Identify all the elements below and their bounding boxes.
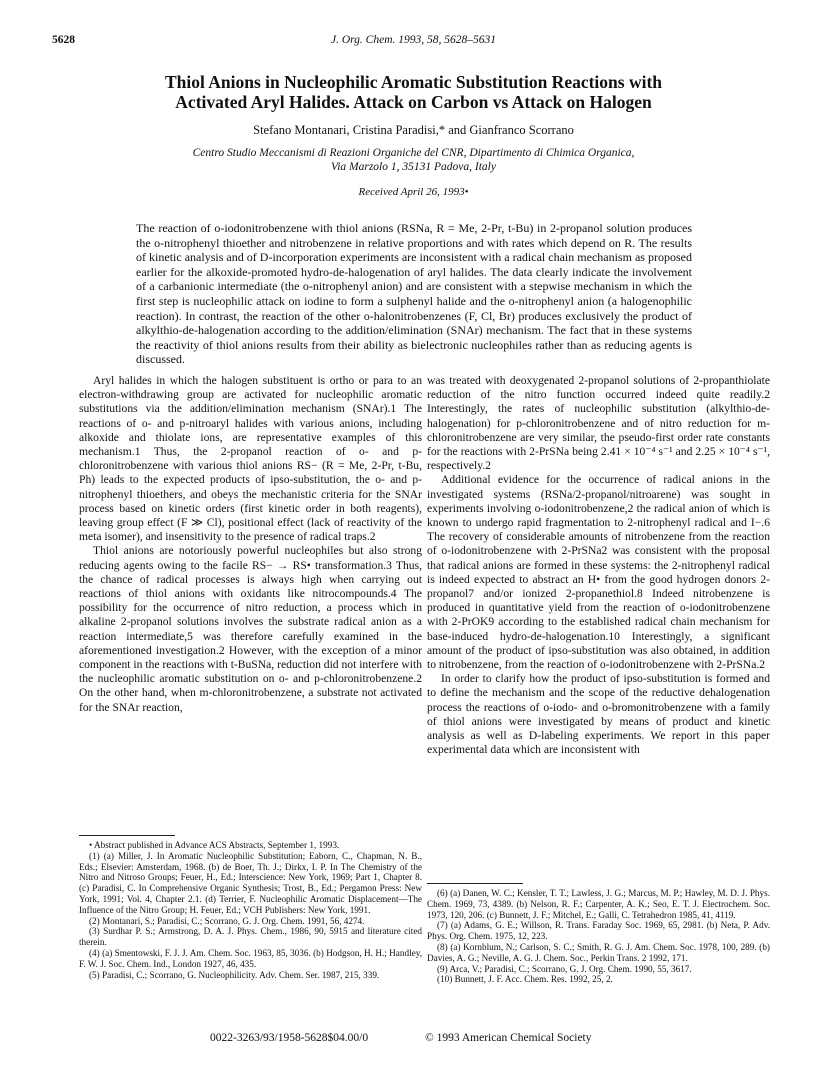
- body-paragraph: Thiol anions are notoriously powerful nucleophiles but also strong reducing agents owing to the facile RS− → RS• transformation.3 Thus, the chance of radical processes is always high when carrying out reactions of thiol anions with oxidants like nitrocompounds.4 The possibility for the occurrence of nitro reduction, a process which in alkaline 2-propanol solutions involves the substrate radical anion as a reaction intermediate,5 was therefore carefully examined in the aforementioned investigation.2 However, with the exception of a minor component in the reactions with t-BuSNa, reduction did not interfere with the nucleophilic aromatic substitution on o- and p-chloronitrobenzene.2 On the other hand, when m-chloronitrobenzene, a substrate not activated for the SNAr reaction,: [79, 544, 422, 714]
- footnote: (3) Surdhar P. S.; Armstrong, D. A. J. Phys. Chem., 1986, 90, 5915 and literature cited therein.: [79, 926, 422, 948]
- body-paragraph: In order to clarify how the product of ipso-substitution is formed and to define the mechanism and the scope of the reductive dehalogenation process the reactions of o-iodo- and o-bromonitrobenzene with a family of thiol anions were investigated by means of product and kinetic analysis as well as D-labeling experiments. We report in this paper experimental data which are inconsistent with: [427, 672, 770, 757]
- body-paragraph: Additional evidence for the occurrence of radical anions in the investigated systems (RSNa/2-propanol/nitroarene) was sought in experiments involving o-iodonitrobenzene,2 the radical anion of which is known to undergo rapid fragmentation to 2-nitrophenyl radical and I−.6 The recovery of considerable amounts of nitrobenzene from the reaction of o-iodonitrobenzene with 2-PrSNa2 was consistent with the proposal that radical anions are formed in these systems: the 2-nitrophenyl radical is indeed expected to abstract an H• from the good hydrogen donors 2-propanol7 and/or ionized 2-propanethiol.8 Indeed nitrobenzene is produced in quantitative yield from the reaction of o-iodonitrobenzene with 2-PrOK9 according to the established radical chain mechanism for base-induced hydro-de-halogenation.10 Interestingly, a significant amount of the product of ipso-substitution was also obtained, in addition to nitrobenzene, from the reaction of o-iodonitrobenzene with 2-PrSNa.2: [427, 473, 770, 672]
- body-paragraph: Aryl halides in which the halogen substituent is ortho or para to an electron-withdrawing group are activated for nucleophilic aromatic substitutions via the addition/elimination mechanism (SNAr).1 The reactions of o- and p-nitroaryl halides with various anions, including alkoxide and thiolate ions, are representative examples of this mechanism.1 Thus, the 2-propanol reaction of o- and p-chloronitrobenzene with various thiol anions RS− (R = Me, 2-Pr, t-Bu, Ph) leads to the expected products of ipso-substitution, the o- and p-nitrophenyl thioethers, and obeys the mechanistic criteria for the SNAr process based on kinetic orders (first kinetic order in both reagents), leaving group effect (F ≫ Cl), positional effect (lack of reactivity of the meta isomer), and insensitivity to the presence of radical traps.2: [79, 374, 422, 544]
- body-column-right: [427, 374, 770, 757]
- running-header: [52, 34, 775, 50]
- footnote-divider: [427, 883, 523, 884]
- affiliation: [60, 146, 767, 174]
- footnotes-right: [427, 888, 770, 985]
- footnote: (10) Bunnett, J. F. Acc. Chem. Res. 1992, 25, 2.: [437, 974, 613, 985]
- body-column-left: [79, 374, 422, 715]
- footnote: (1) (a) Miller, J. In Aromatic Nucleophilic Substitution; Eaborn, C., Chapman, N. B., Eds.; Elsevier: Amsterdam, 1968. (b) de Boer, Th. J.; Dirkx, I. P. In The Chemistry of the Nitro and Nitroso Groups; Feuer, H., Ed.; Interscience: New York, 1969; Part 1, Chapter 8. (c) Paradisi, C. In Comprehensive Organic Synthesis; Trost, B., Ed.; Pergamon Press: New York, 1991; Vol. 4, Chapter 2.1. (d) Terrier, F. Nucleophilic Aromatic Displacement—The Influence of the Nitro Group; H. Feuer, Ed.; VCH Publishers: New York, 1991.: [79, 850, 422, 915]
- body-paragraph: was treated with deoxygenated 2-propanol solutions of 2-propanthiolate reduction of the nitro function occurred indeed quite readily.2 Interestingly, the rates of nucleophilic substitution (alkylthio-de-halogenation) for p-chloronitrobenzene and of nitro reduction for m-chloronitrobenzene are very similar, the pseudo-first order rate constants for the reactions with 2-PrSNa being 2.41 × 10⁻⁴ s⁻¹ and 2.25 × 10⁻⁴ s⁻¹, respectively.2: [427, 374, 770, 473]
- page-number: 5628: [52, 34, 75, 46]
- title-line-2: Activated Aryl Halides. Attack on Carbon vs Attack on Halogen: [175, 92, 652, 112]
- footnote: (4) (a) Smentowski, F. J. J. Am. Chem. Soc. 1963, 85, 3036. (b) Hodgson, H. H.; Handley, F. W. J. Soc. Chem. Ind., London 1927, 46, 435.: [79, 947, 422, 969]
- footnote: (5) Paradisi, C.; Scorrano, G. Nucleophilicity. Adv. Chem. Ser. 1987, 215, 339.: [89, 969, 380, 980]
- footnote: (6) (a) Danen, W. C.; Kensler, T. T.; Lawless, J. G.; Marcus, M. P.; Hawley, M. D. J. Phys. Chem. 1969, 73, 4389. (b) Nelson, R. F.; Carpenter, A. K.; Seo, E. T. J. Electrochem. Soc. 1973, 120, 206. (c) Bunnett, J. F.; Mitchel, E.; Galli, C. Tetrahedron 1985, 41, 4119.: [427, 888, 770, 920]
- journal-reference: J. Org. Chem. 1993, 58, 5628–5631: [330, 34, 497, 46]
- footnote: (2) Montanari, S.; Paradisi, C.; Scorrano, G. J. Org. Chem. 1991, 56, 4274.: [89, 915, 365, 926]
- title-line-1: Thiol Anions in Nucleophilic Aromatic Substitution Reactions with: [164, 72, 663, 92]
- affiliation-line-1: Centro Studio Meccanismi di Reazioni Organiche del CNR, Dipartimento di Chimica Organica,: [192, 147, 635, 159]
- footnote: • Abstract published in Advance ACS Abstracts, September 1, 1993.: [89, 840, 340, 850]
- footnotes-left: [79, 840, 422, 980]
- abstract: The reaction of o-iodonitrobenzene with thiol anions (RSNa, R = Me, 2-Pr, t-Bu) in 2-propanol solution produces the o-nitrophenyl thioether and nitrobenzene in relative proportions and with rates which depend on R. The results of kinetic analysis and of D-incorporation experiments are inconsistent with a radical chain mechanism as proposed earlier for the alkoxide-promoted hydro-de-halogenation of aryl halides. The data clearly indicate the involvement of a carbanionic intermediate (the o-nitrophenyl anion) and are consistent with a stepwise mechanism in which the first step is nucleophilic attack on iodine to form a sulphenyl halide and the o-nitrophenyl anion (a halogenophilic reaction). In contrast, the reaction of the other o-halonitrobenzenes (F, Cl, Br) produces exclusively the product of alkylthio-de-halogenation according to the addition/elimination (SNAr) mechanism. The fact that in these systems the reactivity of thiol anions results from their ability as bielectronic nucleophiles rather than as reducing agents is discussed.: [136, 221, 692, 367]
- article-title: [70, 72, 757, 112]
- footnote-divider: [79, 835, 175, 836]
- footnote: (8) (a) Kornblum, N.; Carlson, S. C.; Smith, R. G. J. Am. Chem. Soc. 1978, 100, 289. (b) Davies, A. G.; Neville, A. G. J. Chem. Soc., Perkin Trans. 2 1992, 171.: [427, 941, 770, 963]
- article-code: 0022-3263/93/1958-5628$04.00/0: [210, 1032, 369, 1044]
- copyright-notice: © 1993 American Chemical Society: [425, 1032, 592, 1044]
- affiliation-line-2: Via Marzolo 1, 35131 Padova, Italy: [331, 161, 496, 173]
- author-list: Stefano Montanari, Cristina Paradisi,* and Gianfranco Scorrano: [253, 123, 574, 137]
- received-date: Received April 26, 1993•: [358, 186, 469, 198]
- footnote: (9) Arca, V.; Paradisi, C.; Scorrano, G. J. Org. Chem. 1990, 55, 3617.: [437, 963, 692, 974]
- footnote: (7) (a) Adams, G. E.; Willson, R. Trans. Faraday Soc. 1969, 65, 2981. (b) Neta, P. Adv. Phys. Org. Chem. 1975, 12, 223.: [427, 920, 770, 942]
